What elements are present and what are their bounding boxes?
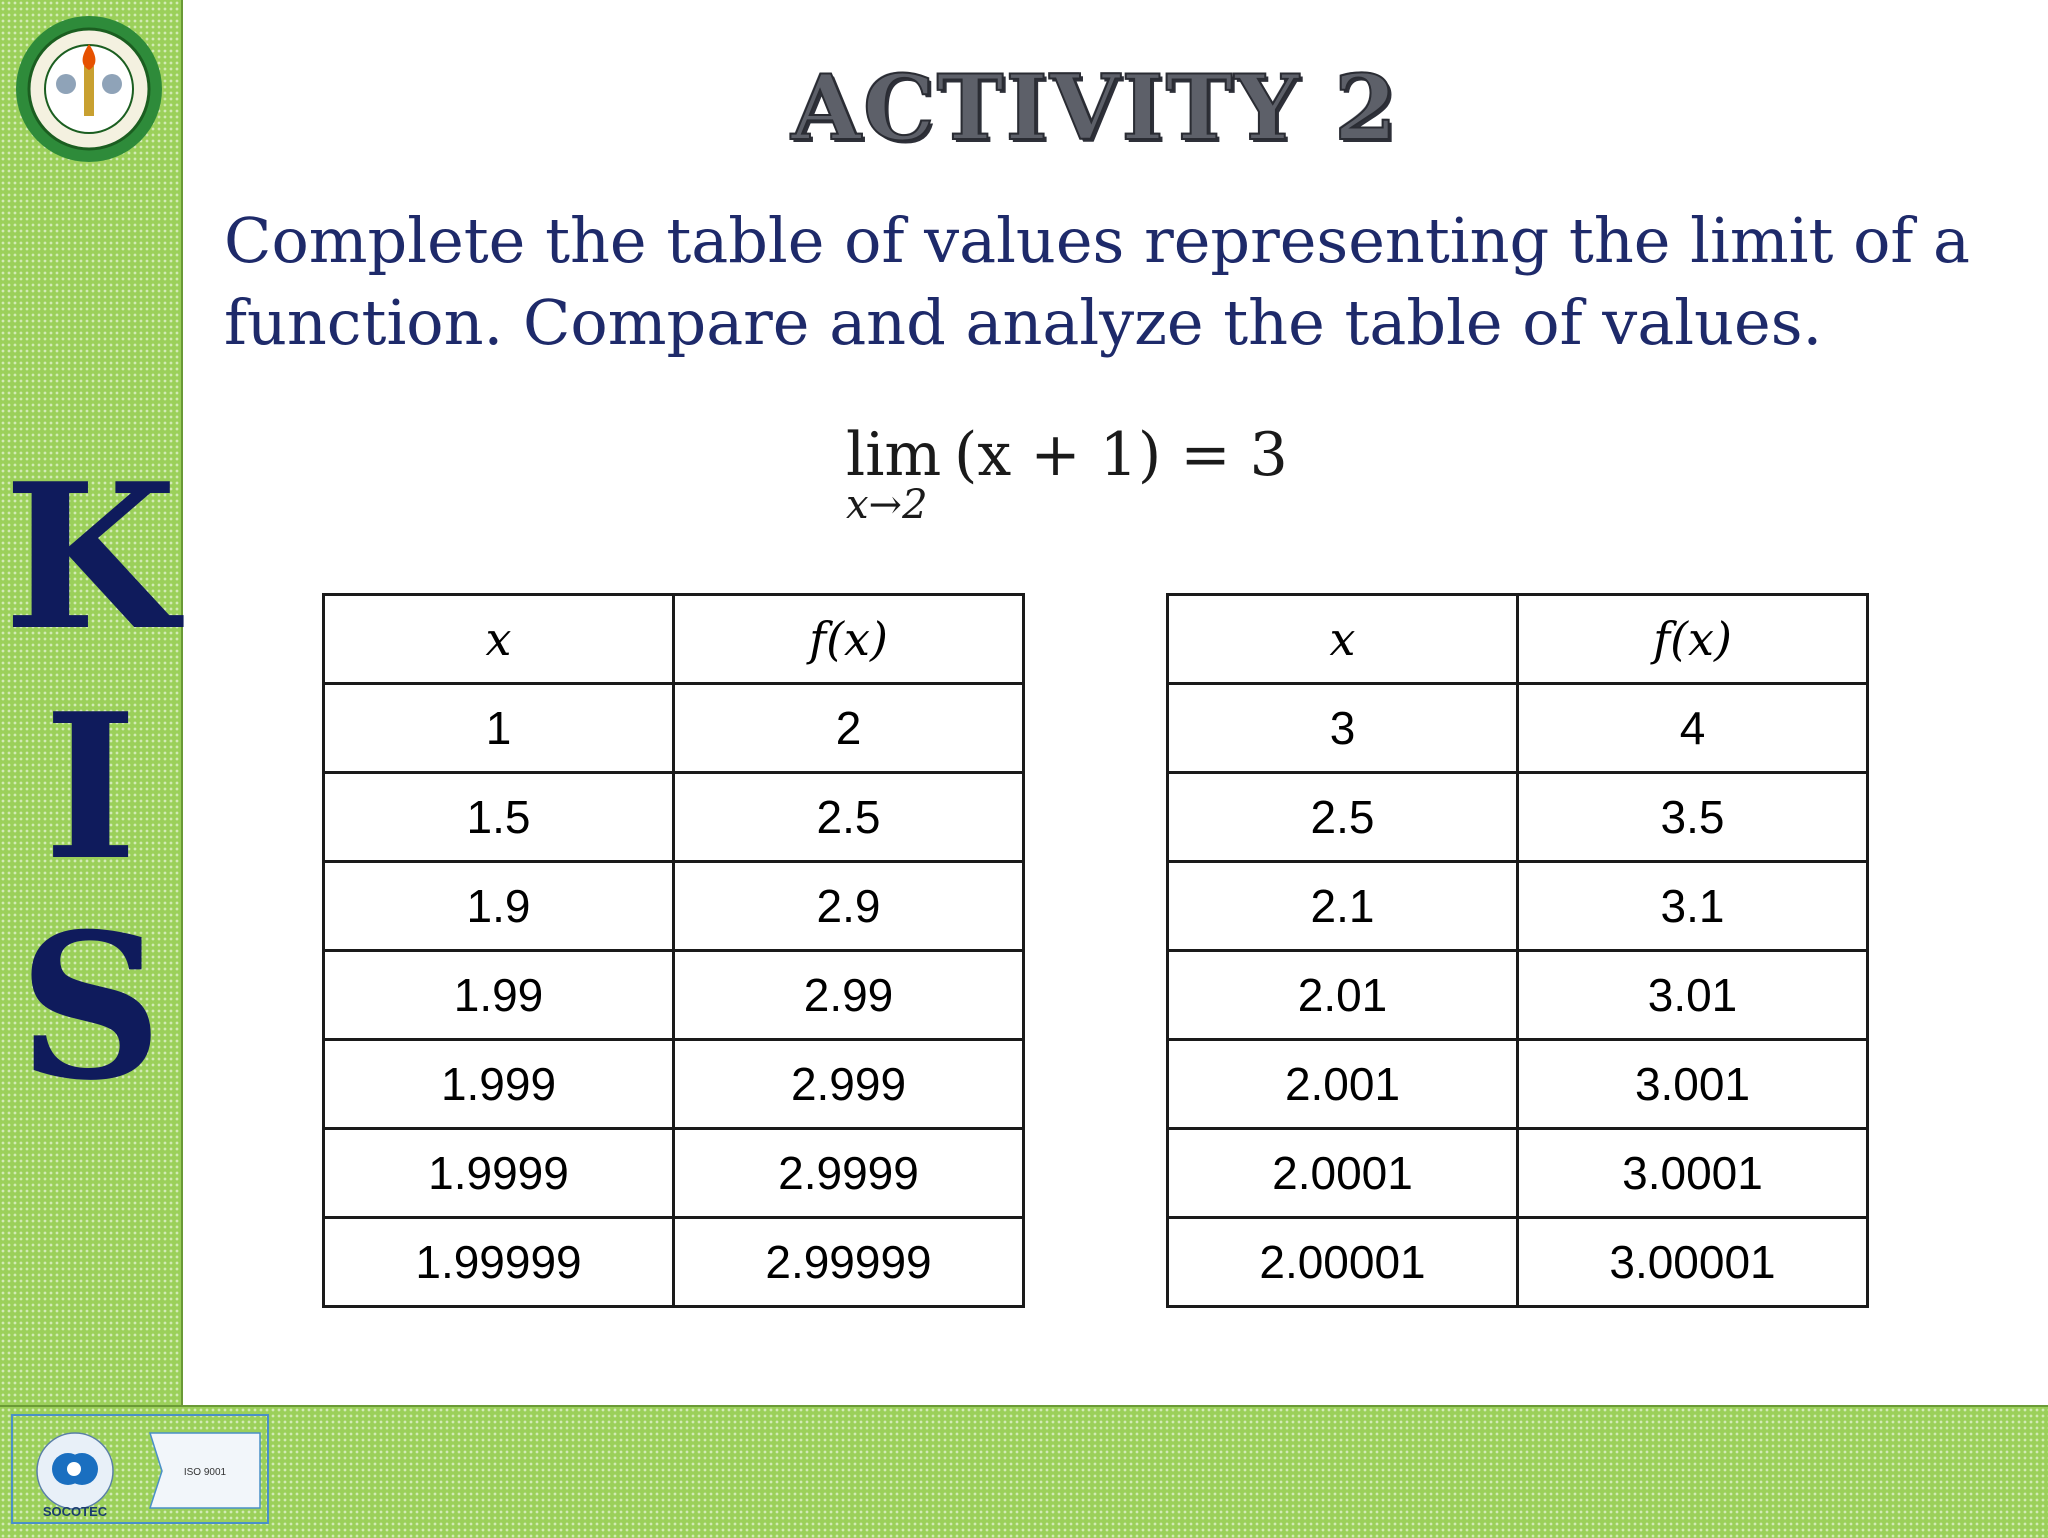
cell-x: 1.99999 bbox=[324, 1218, 674, 1307]
table-row bbox=[1168, 684, 1868, 773]
cell-fx: 2 bbox=[674, 684, 1024, 773]
cell-x: 3 bbox=[1168, 684, 1518, 773]
cell-fx: 3.00001 bbox=[1518, 1218, 1868, 1307]
header-x: x bbox=[324, 595, 674, 684]
cell-fx: 2.9999 bbox=[674, 1129, 1024, 1218]
cell-fx: 2.9 bbox=[674, 862, 1024, 951]
table-header-row bbox=[1168, 595, 1868, 684]
table-row bbox=[324, 1040, 1024, 1129]
cell-x: 2.1 bbox=[1168, 862, 1518, 951]
socotec-label: SOCOTEC bbox=[42, 1504, 108, 1519]
cell-fx: 3.01 bbox=[1518, 951, 1868, 1040]
cell-x: 1.9 bbox=[324, 862, 674, 951]
instructions-text: Complete the table of values representing the limit of a function. Compare and analyze the table of values. bbox=[224, 204, 1971, 359]
values-table-left bbox=[322, 593, 1025, 1308]
cell-x: 2.00001 bbox=[1168, 1218, 1518, 1307]
table-row bbox=[324, 951, 1024, 1040]
cell-fx: 2.99999 bbox=[674, 1218, 1024, 1307]
bottom-bar bbox=[0, 1405, 2048, 1538]
table-row bbox=[1168, 862, 1868, 951]
cell-fx: 2.5 bbox=[674, 773, 1024, 862]
table-row bbox=[1168, 773, 1868, 862]
table-row bbox=[1168, 951, 1868, 1040]
header-x: x bbox=[1168, 595, 1518, 684]
table-row bbox=[324, 1129, 1024, 1218]
values-table-right bbox=[1166, 593, 1869, 1308]
cell-x: 1.999 bbox=[324, 1040, 674, 1129]
table-row bbox=[324, 1218, 1024, 1307]
cell-fx: 3.001 bbox=[1518, 1040, 1868, 1129]
cell-x: 1.5 bbox=[324, 773, 674, 862]
cell-x: 2.0001 bbox=[1168, 1129, 1518, 1218]
cell-fx: 3.1 bbox=[1518, 862, 1868, 951]
formula-expression: (x + 1) = 3 bbox=[954, 420, 1288, 490]
cell-x: 1.9999 bbox=[324, 1129, 674, 1218]
slide-title: ACTIVITY 2 bbox=[791, 55, 1399, 161]
cell-x: 1 bbox=[324, 684, 674, 773]
table-row bbox=[1168, 1129, 1868, 1218]
table-row bbox=[324, 862, 1024, 951]
cell-x: 2.01 bbox=[1168, 951, 1518, 1040]
table-row bbox=[324, 684, 1024, 773]
cell-fx: 2.99 bbox=[674, 951, 1024, 1040]
cell-fx: 3.5 bbox=[1518, 773, 1868, 862]
formula-lim: lim bbox=[846, 420, 942, 490]
iso-badge-label: ISO 9001 bbox=[183, 1467, 227, 1478]
cell-x: 2.5 bbox=[1168, 773, 1518, 862]
cell-x: 1.99 bbox=[324, 951, 674, 1040]
table-row bbox=[1168, 1040, 1868, 1129]
cell-x: 2.001 bbox=[1168, 1040, 1518, 1129]
kis-letter-k: K bbox=[3, 440, 178, 675]
cell-fx: 4 bbox=[1518, 684, 1868, 773]
header-fx: f(x) bbox=[1518, 595, 1868, 684]
table-row bbox=[1168, 1218, 1868, 1307]
header-fx: f(x) bbox=[674, 595, 1024, 684]
kis-letter-i: I bbox=[43, 670, 138, 905]
kis-letter-s: S bbox=[18, 890, 163, 1125]
table-row bbox=[324, 773, 1024, 862]
socotec-certification-logo bbox=[10, 1413, 270, 1525]
table-header-row bbox=[324, 595, 1024, 684]
formula-subscript: x→2 bbox=[846, 482, 928, 528]
cell-fx: 2.999 bbox=[674, 1040, 1024, 1129]
cell-fx: 3.0001 bbox=[1518, 1129, 1868, 1218]
